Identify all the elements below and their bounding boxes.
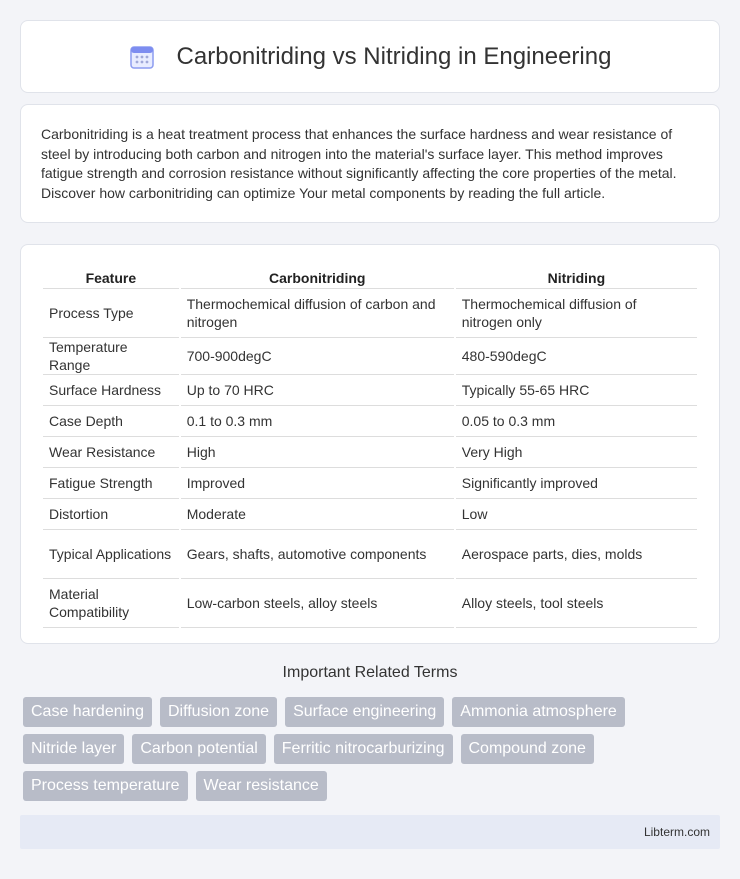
tag-row: [23, 734, 723, 764]
feature-cell: Process Type: [43, 289, 179, 338]
value-cell: Thermochemical diffusion of nitrogen only: [456, 289, 697, 338]
table-row: [43, 579, 697, 628]
related-term-tag[interactable]: Case hardening: [23, 697, 152, 727]
related-terms-title: Important Related Terms: [282, 664, 458, 681]
table-row: [43, 338, 697, 375]
related-term-tag[interactable]: Diffusion zone: [160, 697, 277, 727]
related-term-tag[interactable]: Carbon potential: [132, 734, 265, 764]
feature-cell: Case Depth: [43, 406, 179, 437]
table-row: [43, 530, 697, 579]
value-cell: High: [181, 437, 454, 468]
comparison-card: [20, 244, 720, 644]
feature-cell: Fatigue Strength: [43, 468, 179, 499]
feature-cell: Temperature Range: [43, 338, 179, 375]
related-terms: [23, 697, 723, 808]
feature-cell: Wear Resistance: [43, 437, 179, 468]
related-term-tag[interactable]: Nitride layer: [23, 734, 124, 764]
value-cell: Typically 55-65 HRC: [456, 375, 697, 406]
intro-text: Carbonitriding is a heat treatment process that enhances the surface hardness and wear resistance of steel by introducing both carbon and nitrogen into the material's surface layer. This method improves fatigue strength and corrosion resistance without significantly affecting the core properties of the metal. Discover how carbonitriding can optimize Your metal components by reading the full article.: [41, 126, 677, 201]
footer: [20, 815, 720, 849]
value-cell: Very High: [456, 437, 697, 468]
table-row: [43, 375, 697, 406]
related-term-tag[interactable]: Surface engineering: [285, 697, 444, 727]
table-row: [43, 468, 697, 499]
comparison-table: [41, 265, 699, 628]
related-term-tag[interactable]: Ferritic nitrocarburizing: [274, 734, 453, 764]
footer-link[interactable]: Libterm.com: [643, 825, 710, 839]
value-cell: Low: [456, 499, 697, 530]
tag-row: [23, 697, 723, 727]
value-cell: Thermochemical diffusion of carbon and nitrogen: [181, 289, 454, 338]
value-cell: Alloy steels, tool steels: [456, 579, 697, 628]
related-term-tag[interactable]: Wear resistance: [196, 771, 327, 801]
tag-row: [23, 771, 723, 801]
table-row: [43, 289, 697, 338]
page-title: Carbonitriding vs Nitriding in Engineering: [176, 42, 612, 70]
column-header: Carbonitriding: [181, 265, 454, 289]
table-row: [43, 406, 697, 437]
feature-cell: Surface Hardness: [43, 375, 179, 406]
related-term-tag[interactable]: Ammonia atmosphere: [452, 697, 625, 727]
calendar-icon: [129, 44, 155, 70]
value-cell: Up to 70 HRC: [181, 375, 454, 406]
related-term-tag[interactable]: Process temperature: [23, 771, 188, 801]
value-cell: Improved: [181, 468, 454, 499]
value-cell: 700-900degC: [181, 338, 454, 375]
value-cell: Aerospace parts, dies, molds: [456, 530, 697, 579]
value-cell: Significantly improved: [456, 468, 697, 499]
column-header: Nitriding: [456, 265, 697, 289]
value-cell: Moderate: [181, 499, 454, 530]
value-cell: 0.05 to 0.3 mm: [456, 406, 697, 437]
column-header: Feature: [43, 265, 179, 289]
feature-cell: Material Compatibility: [43, 579, 179, 628]
value-cell: 0.1 to 0.3 mm: [181, 406, 454, 437]
intro-card: [20, 104, 720, 223]
table-row: [43, 499, 697, 530]
related-term-tag[interactable]: Compound zone: [461, 734, 594, 764]
table-row: [43, 437, 697, 468]
feature-cell: Typical Applications: [43, 530, 179, 579]
value-cell: Low-carbon steels, alloy steels: [181, 579, 454, 628]
value-cell: 480-590degC: [456, 338, 697, 375]
feature-cell: Distortion: [43, 499, 179, 530]
value-cell: Gears, shafts, automotive components: [181, 530, 454, 579]
header-card: [20, 20, 720, 93]
